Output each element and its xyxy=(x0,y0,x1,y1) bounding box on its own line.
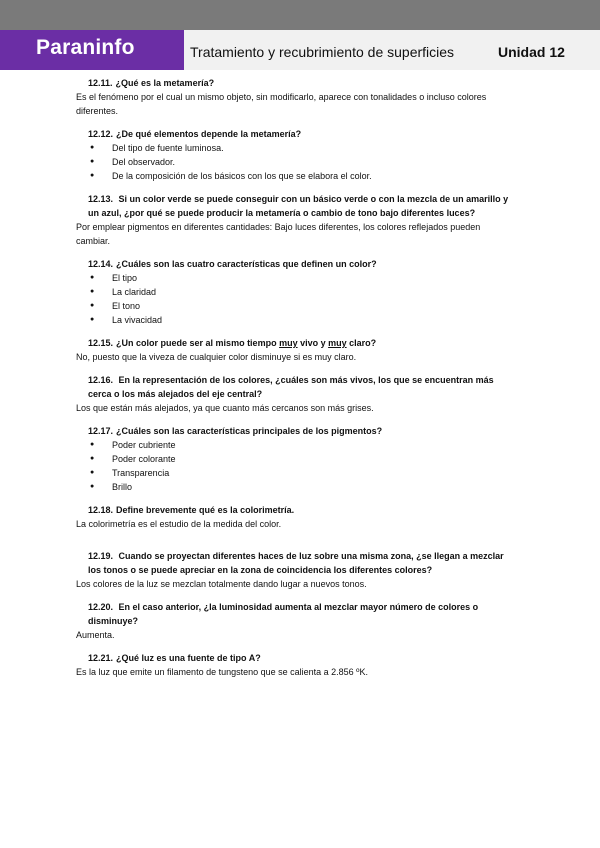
question-12-14 xyxy=(88,257,516,271)
question-text: ¿Cuáles son las características principales de los pigmentos? xyxy=(116,426,383,436)
question-12-19 xyxy=(88,549,516,577)
answer-12-11: Es el fenómeno por el cual un mismo objeto, sin modificarlo, aparece con tonalidades o incluso colores diferentes. xyxy=(76,92,487,116)
list-item: ● El tipo xyxy=(76,271,516,285)
top-bar xyxy=(0,0,600,34)
question-12-11 xyxy=(88,76,516,90)
underlined-word: muy xyxy=(279,338,298,348)
question-text: vivo y xyxy=(297,338,329,348)
question-number: 12.19. xyxy=(88,551,114,561)
answer-list-12-14 xyxy=(76,271,516,327)
question-text: En la representación de los colores, ¿cuáles son más vivos, los que se encuentran más cerca o los más alejados del eje central? xyxy=(88,375,494,399)
question-text: ¿De qué elementos depende la metamería? xyxy=(116,129,302,139)
question-12-17 xyxy=(88,424,516,438)
answer-12-20: Aumenta. xyxy=(76,630,115,640)
question-12-16 xyxy=(88,373,516,401)
content xyxy=(76,76,516,679)
list-item: ● El tono xyxy=(76,299,516,313)
list-item: ● La vivacidad xyxy=(76,313,516,327)
answer-12-18: La colorimetría es el estudio de la medida del color. xyxy=(76,519,282,529)
list-item: ● Poder colorante xyxy=(76,452,516,466)
answer-12-15: No, puesto que la viveza de cualquier color disminuye si es muy claro. xyxy=(76,352,357,362)
question-number: 12.18. xyxy=(88,505,114,515)
brand-logo: Paraninfo xyxy=(36,36,135,59)
list-item: ● Poder cubriente xyxy=(76,438,516,452)
underlined-word: muy xyxy=(328,338,347,348)
question-number: 12.21. xyxy=(88,653,114,663)
question-number: 12.12. xyxy=(88,129,114,139)
question-text: Si un color verde se puede conseguir con un básico verde o con la mezcla de un amarillo y un azul, ¿por qué se puede producir la metamería o cambio de tono bajo diferentes luces? xyxy=(88,194,509,218)
question-12-18 xyxy=(88,503,516,517)
question-number: 12.11. xyxy=(88,78,113,88)
answer-12-21: Es la luz que emite un filamento de tungsteno que se calienta a 2.856 ºK. xyxy=(76,667,368,677)
answer-list-12-17 xyxy=(76,438,516,494)
question-number: 12.15. xyxy=(88,338,114,348)
list-item: ● La claridad xyxy=(76,285,516,299)
answer-12-16: Los que están más alejados, ya que cuanto más cercanos son más grises. xyxy=(76,403,374,413)
list-item: ● Del tipo de fuente luminosa. xyxy=(76,141,516,155)
question-12-20 xyxy=(88,600,516,628)
question-text: ¿Qué luz es una fuente de tipo A? xyxy=(116,653,261,663)
question-number: 12.20. xyxy=(88,602,114,612)
question-number: 12.16. xyxy=(88,375,114,385)
list-item: ● Brillo xyxy=(76,480,516,494)
question-12-21 xyxy=(88,651,516,665)
question-text: ¿Cuáles son las cuatro características que definen un color? xyxy=(116,259,377,269)
question-12-13 xyxy=(88,192,516,220)
answer-list-12-12 xyxy=(76,141,516,183)
list-item: ● De la composición de los básicos con los que se elabora el color. xyxy=(76,169,516,183)
list-item: ● Del observador. xyxy=(76,155,516,169)
question-number: 12.14. xyxy=(88,259,114,269)
answer-12-19: Los colores de la luz se mezclan totalmente dando lugar a nuevos tonos. xyxy=(76,579,367,589)
answer-12-13: Por emplear pigmentos en diferentes cantidades: Bajo luces diferentes, los colores reflejados pueden cambiar. xyxy=(76,222,481,246)
question-number: 12.17. xyxy=(88,426,114,436)
document-title: Tratamiento y recubrimiento de superficies xyxy=(190,44,455,60)
list-item: ● Transparencia xyxy=(76,466,516,480)
question-12-15 xyxy=(88,336,516,350)
question-text: claro? xyxy=(346,338,377,348)
question-text: Cuando se proyectan diferentes haces de luz sobre una misma zona, ¿se llegan a mezclar los tonos o se puede apreciar en la zona de coincidencia los diferentes colores? xyxy=(88,551,504,575)
question-12-12 xyxy=(88,127,516,141)
question-text: ¿Qué es la metamería? xyxy=(115,78,215,88)
question-text: En el caso anterior, ¿la luminosidad aumenta al mezclar mayor número de colores o disminuye? xyxy=(88,602,479,626)
question-text: ¿Un color puede ser al mismo tiempo xyxy=(116,338,280,348)
question-text: Define brevemente qué es la colorimetría. xyxy=(116,505,295,515)
question-number: 12.13. xyxy=(88,194,114,204)
unit-label: Unidad 12 xyxy=(498,44,565,60)
